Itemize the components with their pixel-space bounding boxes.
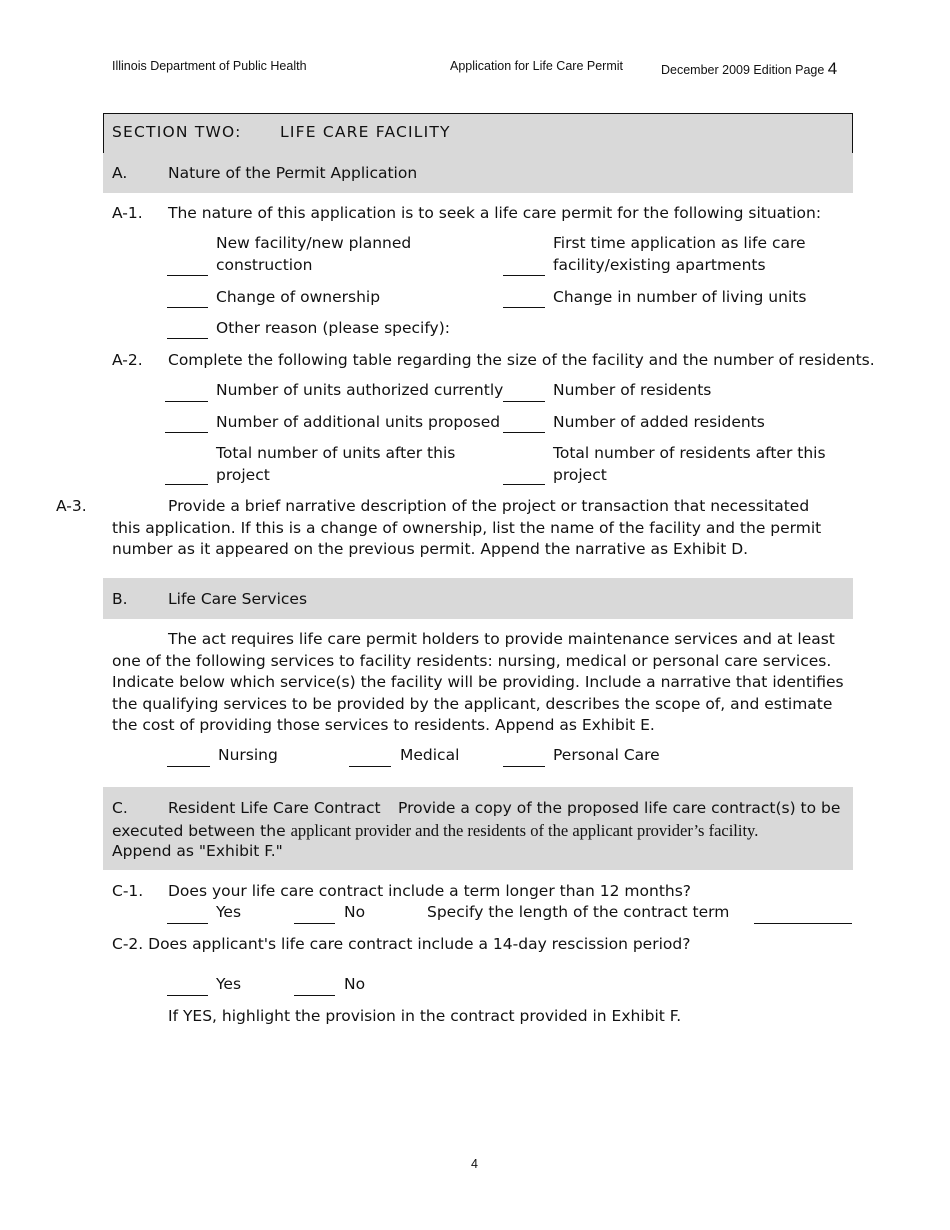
option-personal-care: Personal Care [553,746,660,764]
blank-added-residents[interactable] [503,432,545,433]
field-residents: Number of residents [553,381,712,399]
option-change-ownership: Change of ownership [216,288,381,306]
section-c-line1 [168,798,381,820]
section-b-letter: B. [112,590,128,608]
option-change-units: Change in number of living units [553,288,807,306]
field-total-units-line2: project [216,466,270,484]
field-total-units-line1: Total number of units after this [216,444,456,462]
a3-number: A-3. [56,497,87,515]
blank-contract-term[interactable] [754,923,852,924]
field-additional-units: Number of additional units proposed [216,413,501,431]
a3-text: Provide a brief narrative description of the project or transaction that necessitated this application. If this is a change of ownership, list the name of the facility and the permit number as it appeared on the previous permit. Append the narrative as Exhibit D. [112,497,822,558]
section-c-letter: C. [112,799,128,817]
section-c-intro-line2 [112,820,758,843]
blank-nursing[interactable] [167,766,210,767]
section-c-intro-c: Append as "Exhibit F." [112,842,283,860]
option-medical: Medical [400,746,460,764]
blank-residents[interactable] [503,401,545,402]
blank-other[interactable] [167,338,208,339]
section-two-label: SECTION TWO: [112,123,242,141]
section-a-letter: A. [112,164,128,182]
field-added-residents: Number of added residents [553,413,765,431]
blank-c1-no[interactable] [294,923,335,924]
a3-paragraph [56,496,840,561]
blank-c1-yes[interactable] [167,923,208,924]
section-c-title: Resident Life Care Contract [168,799,381,817]
c1-no-label: No [344,903,366,921]
field-units-authorized: Number of units authorized currently [216,381,504,399]
a1-number: A-1. [112,204,143,222]
option-new-facility-line1: New facility/new planned [216,234,412,252]
c1-number: C-1. [112,882,144,900]
header-edition-label: December 2009 Edition Page [661,63,825,77]
option-other: Other reason (please specify): [216,319,450,337]
option-new-facility-line2: construction [216,256,313,274]
section-a-title: Nature of the Permit Application [168,164,418,182]
c1-question: Does your life care contract include a term longer than 12 months? [168,882,692,900]
c2-no-label: No [344,975,366,993]
blank-c2-yes[interactable] [167,995,208,996]
field-total-residents-line2: project [553,466,607,484]
blank-new-facility[interactable] [167,275,208,276]
option-first-time-line1: First time application as life care [553,234,806,252]
blank-units-authorized[interactable] [165,401,208,402]
option-nursing: Nursing [218,746,278,764]
a2-number: A-2. [112,351,143,369]
blank-total-units[interactable] [165,484,208,485]
blank-additional-units[interactable] [165,432,208,433]
a1-text: The nature of this application is to seek a life care permit for the following situation: [168,204,822,222]
section-c-intro-b: applicant provider and the residents of the applicant provider’s facility. [290,821,759,840]
field-total-residents-line1: Total number of residents after this [553,444,826,462]
footer-page-number: 4 [471,1157,478,1171]
section-b-title: Life Care Services [168,590,308,608]
section-b-paragraph: The act requires life care permit holders to provide maintenance services and at least one of the following services to facility residents: nursing, medical or personal care services. Indicate below which service(s) the facility will be providing. Include a narrative that identifies the qualifying services to be provided by the applicant, describes the scope of, and estimate the cost of providing those services to residents. Append as Exhibit E. [112,630,844,734]
blank-change-ownership[interactable] [167,307,208,308]
blank-change-units[interactable] [503,307,545,308]
section-c-intro-executed: executed between the [112,822,286,840]
blank-personal-care[interactable] [503,766,545,767]
blank-first-time[interactable] [503,275,545,276]
section-c-intro-line1: Provide a copy of the proposed life care contract(s) to be [398,799,841,817]
a2-text: Complete the following table regarding the size of the facility and the number of residents. [168,351,875,369]
header-edition [661,59,837,79]
section-two-title: LIFE CARE FACILITY [280,123,451,141]
blank-c2-no[interactable] [294,995,335,996]
blank-total-residents[interactable] [503,484,545,485]
option-first-time-line2: facility/existing apartments [553,256,766,274]
c2-yes-label: Yes [216,975,242,993]
header-page-number: 4 [827,59,838,78]
c1-yes-label: Yes [216,903,242,921]
header-department: Illinois Department of Public Health [112,59,307,73]
blank-medical[interactable] [349,766,391,767]
c1-specify-label: Specify the length of the contract term [427,903,730,921]
c2-note: If YES, highlight the provision in the contract provided in Exhibit F. [168,1007,682,1025]
c2-question: C-2. Does applicant's life care contract include a 14-day rescission period? [112,935,691,953]
header-form-title: Application for Life Care Permit [450,59,623,73]
